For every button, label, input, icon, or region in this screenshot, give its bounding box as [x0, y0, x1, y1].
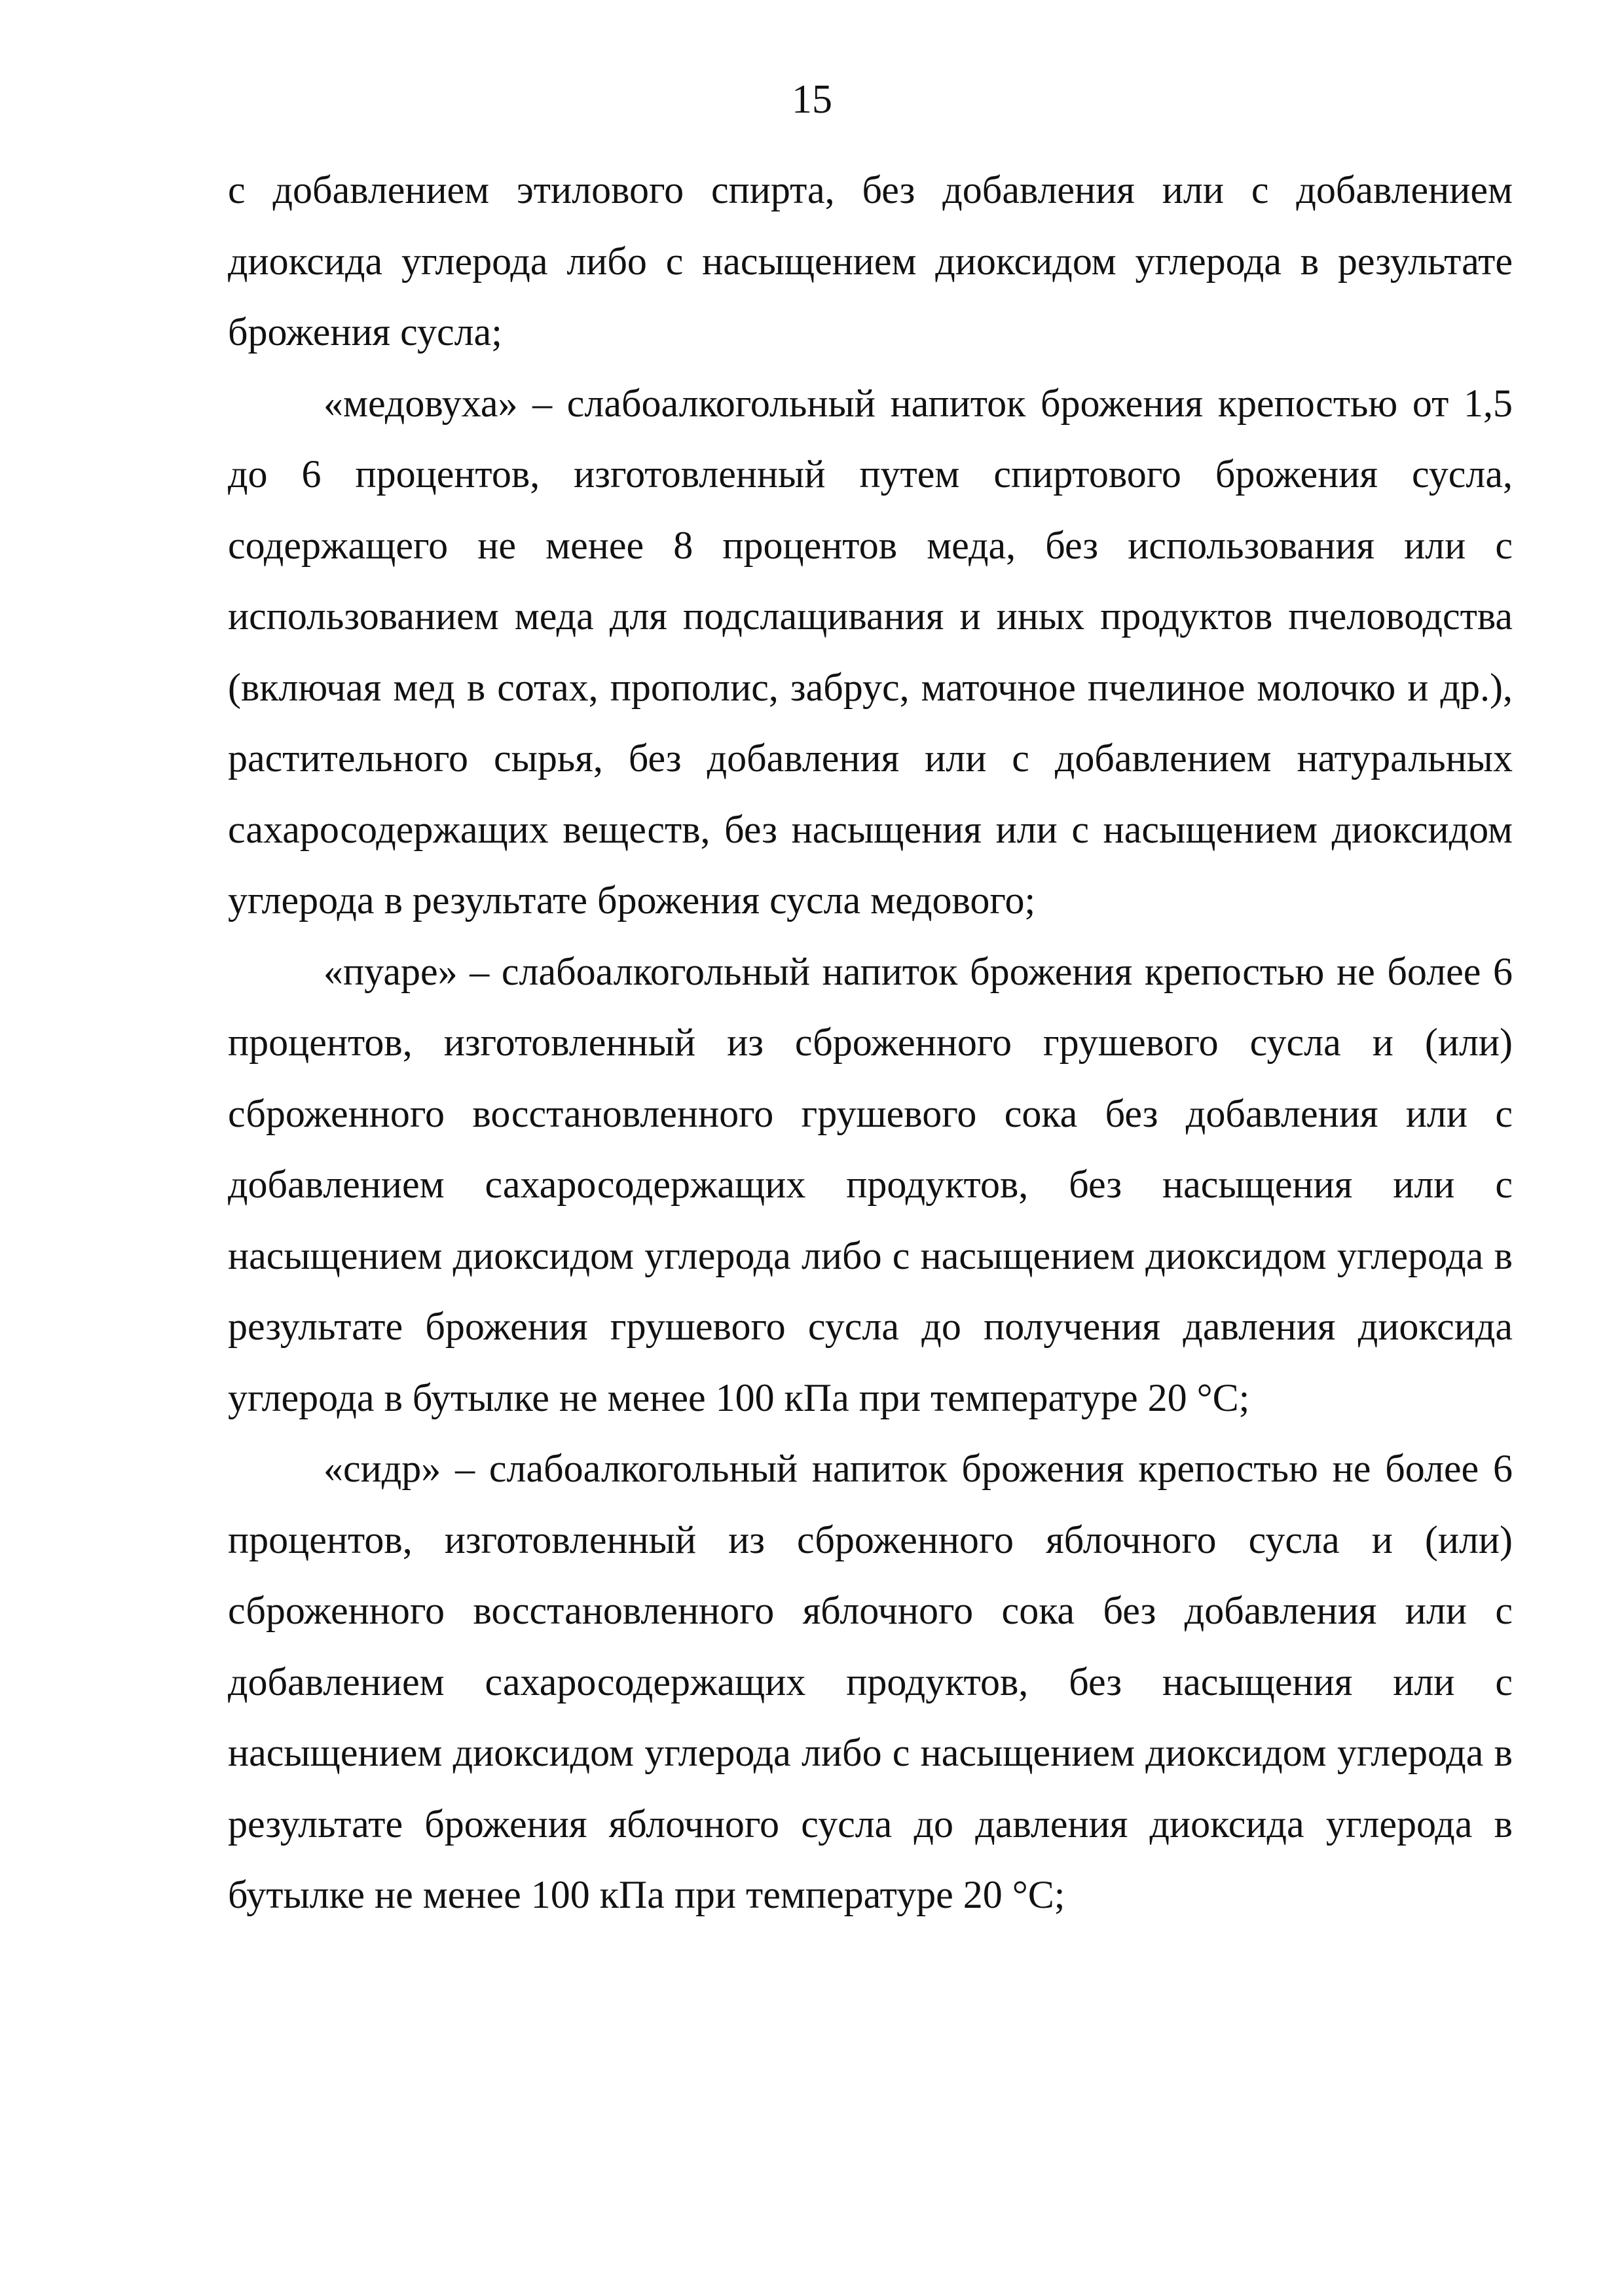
- page-number: 15: [792, 77, 832, 122]
- paragraph-sidr-definition: «сидр» – слабоалкогольный напиток брожения крепостью не более 6 процентов, изготовленный из сброженного яблочного сусла и (или) сброженного восстановленного яблочного сока без добавления или с добавлением сахаросодержащих продуктов, без насыщения или с насыщением диоксидом углерода либо с насыщением диоксидом углерода в результате брожения яблочного сусла до давления диоксида углерода в бутылке не менее 100 кПа при температуре 20 °С;: [228, 1447, 1513, 1916]
- paragraph-medovukha-definition: «медовуха» – слабоалкогольный напиток брожения крепостью от 1,5 до 6 процентов, изготовленный путем спиртового брожения сусла, содержащего не менее 8 процентов меда, без использования или с использованием меда для подслащивания и иных продуктов пчеловодства (включая мед в сотах, прополис, забрус, маточное пчелиное молочко и др.), растительного сырья, без добавления или с добавлением натуральных сахаросодержащих веществ, без насыщения или с насыщением диоксидом углерода в результате брожения сусла медового;: [228, 381, 1513, 922]
- paragraph-puare-definition: «пуаре» – слабоалкогольный напиток брожения крепостью не более 6 процентов, изготовленный из сброженного грушевого сусла и (или) сброженного восстановленного грушевого сока без добавления или с добавлением сахаросодержащих продуктов, без насыщения или с насыщением диоксидом углерода либо с насыщением диоксидом углерода в результате брожения грушевого сусла до получения давления диоксида углерода в бутылке не менее 100 кПа при температуре 20 °С;: [228, 949, 1513, 1419]
- paragraph-continuation: с добавлением этилового спирта, без добавления или с добавлением диоксида углерода либо с насыщением диоксидом углерода в результате брожения сусла;: [228, 168, 1513, 354]
- document-body: [228, 155, 1513, 1931]
